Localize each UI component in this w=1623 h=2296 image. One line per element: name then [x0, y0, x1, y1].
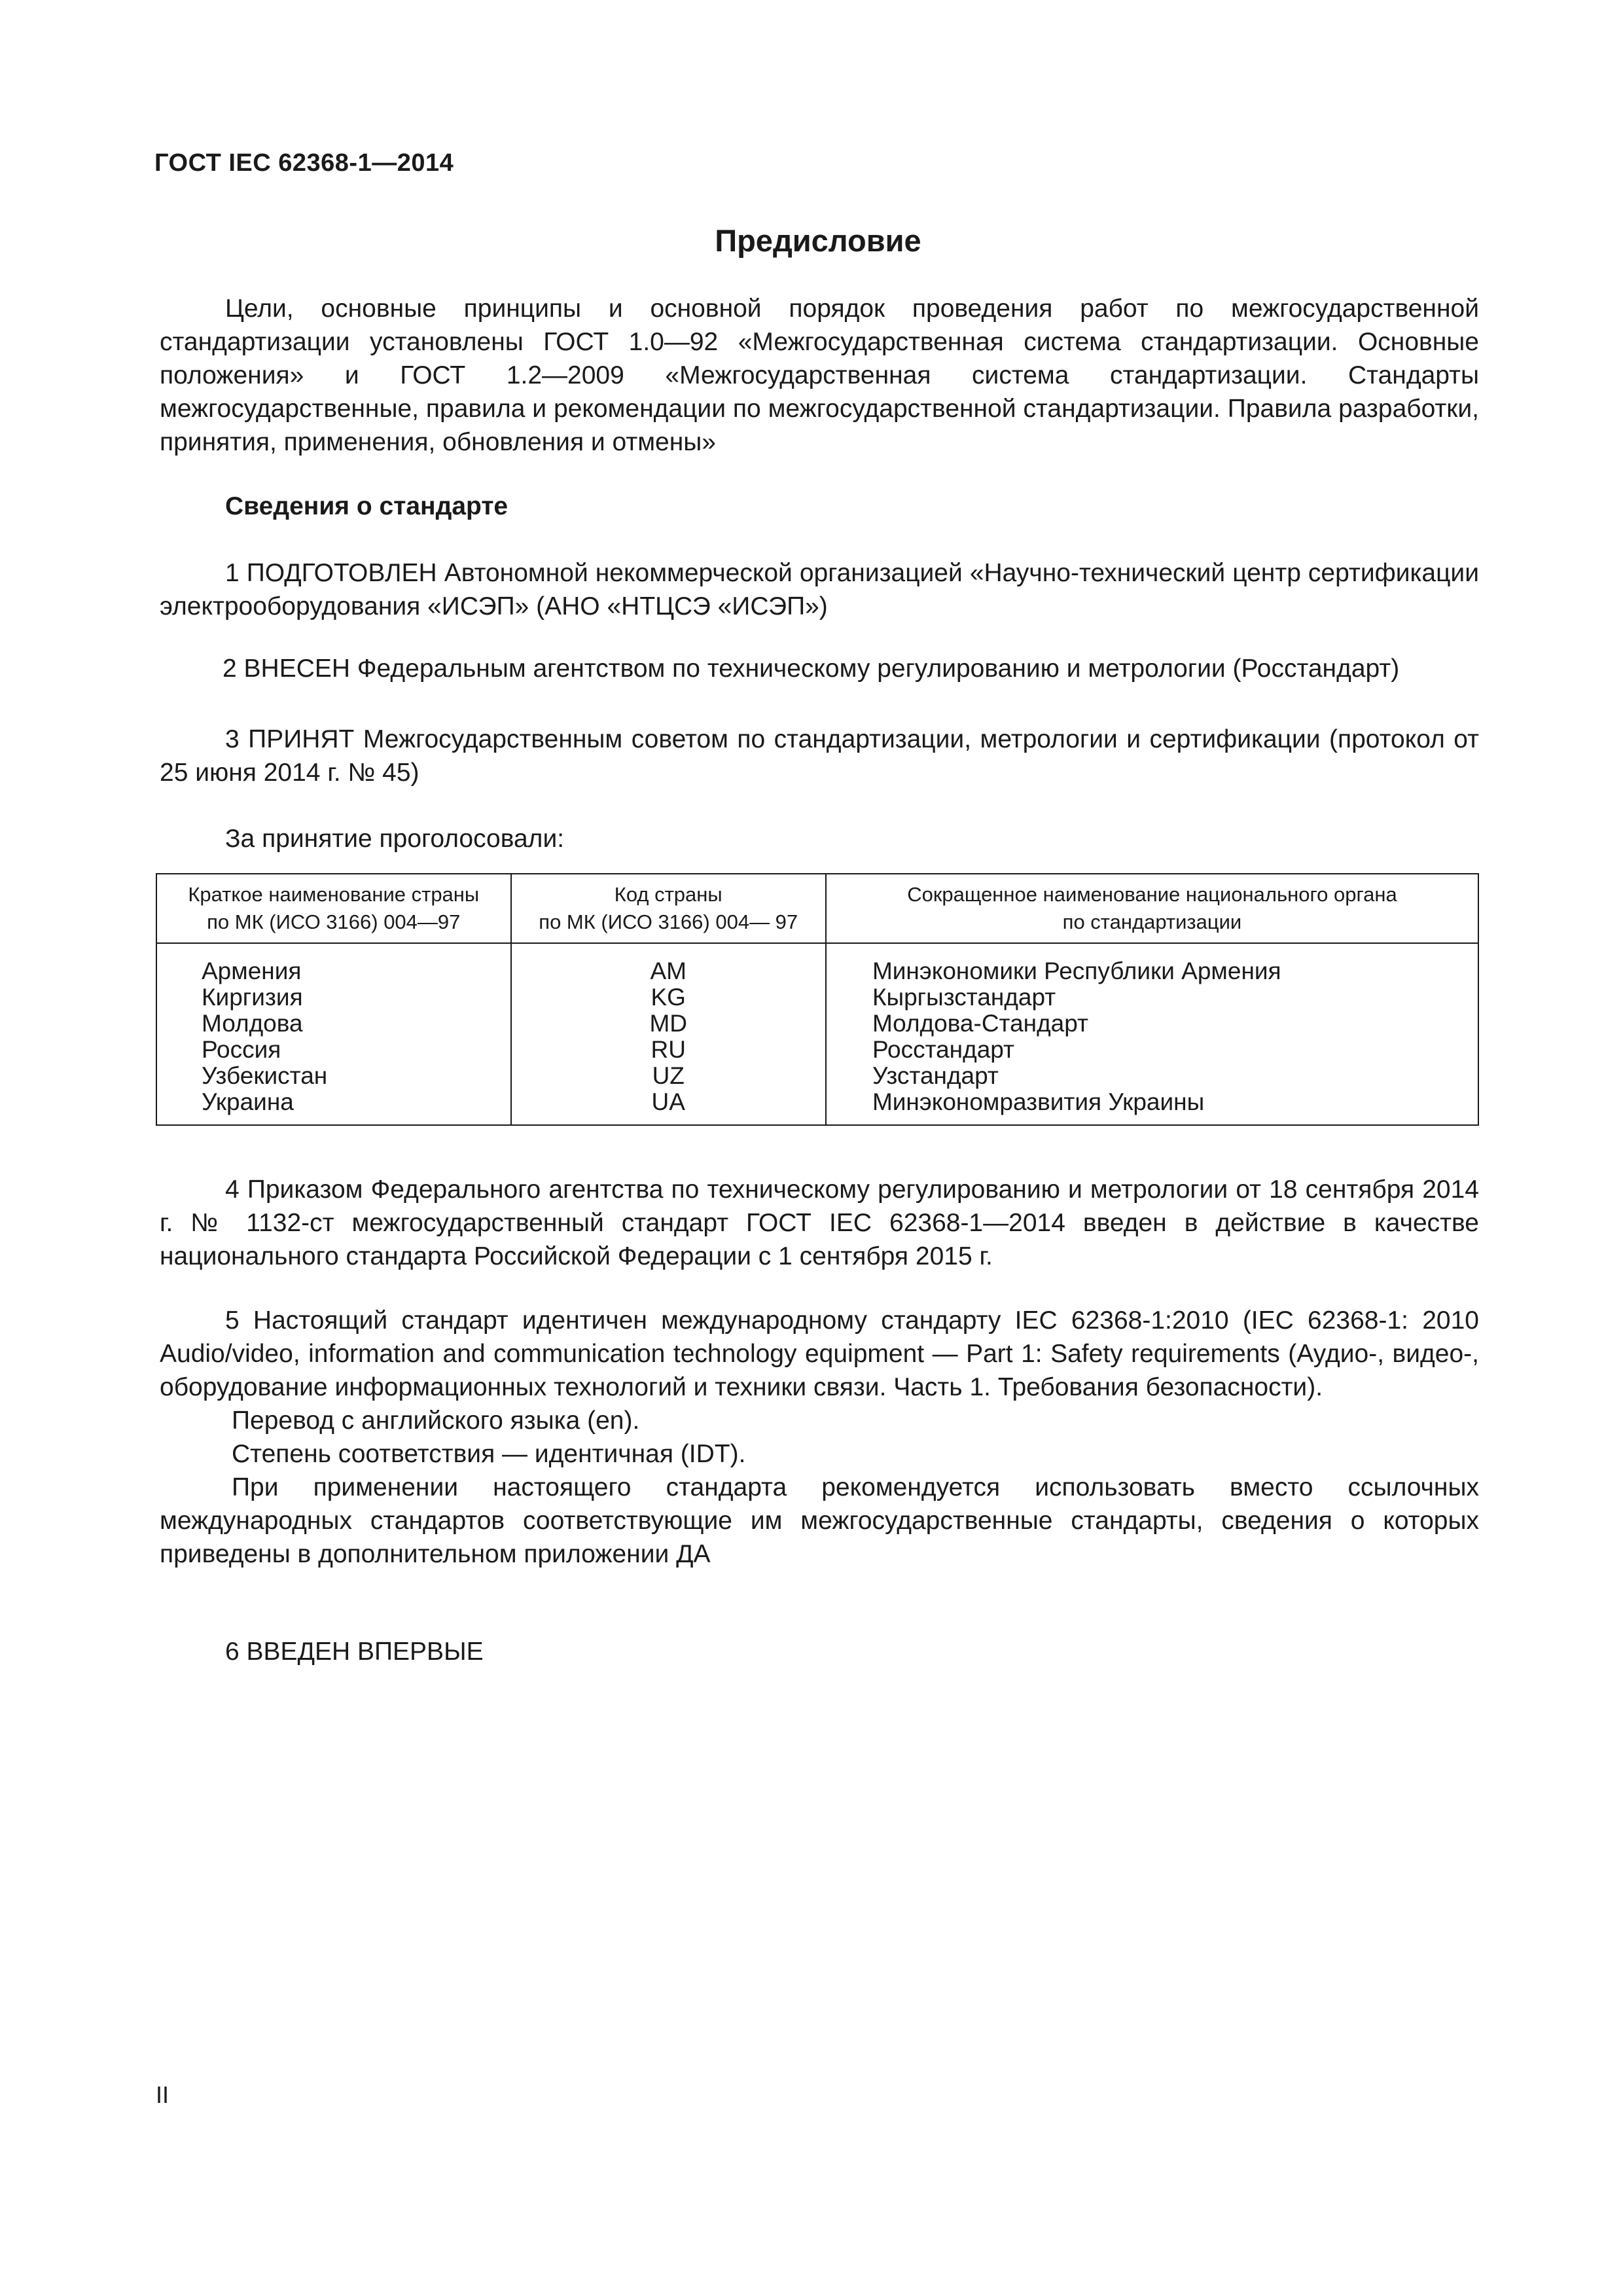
country-cell: Молдова	[202, 1010, 303, 1037]
country-cell: Узбекистан	[202, 1062, 328, 1089]
column-header-body: Сокращенное наименование национального органа по стандартизации	[826, 874, 1478, 943]
country-cell: Армения	[202, 958, 302, 984]
item-5	[160, 1304, 1479, 1571]
table-header-row	[156, 874, 1478, 943]
code-cell: UZ	[652, 1062, 685, 1089]
item-5-text: 5 Настоящий стандарт идентичен международному стандарту IEC 62368-1:2010 (IEC 62368-1: 2010 Audio/video, information and communication technology equipment — Part 1: Safety requirements (Аудио-, видео-, оборудование информационных технологий и техники связи. Часть 1. Требования безопасности).	[160, 1306, 1479, 1401]
code-cell: UA	[651, 1088, 685, 1115]
item-2	[160, 652, 1479, 685]
page-title: Предисловие	[715, 223, 921, 258]
body-column	[826, 943, 1478, 1125]
item-4	[160, 1173, 1479, 1273]
item-5-degree: Степень соответствия — идентичная (IDT).	[232, 1440, 746, 1468]
code-cell: MD	[649, 1010, 687, 1037]
body-cell: Узстандарт	[872, 1062, 999, 1089]
item-6: 6 ВВЕДЕН ВПЕРВЫЕ	[225, 1638, 484, 1666]
body-cell: Минэкономики Республики Армения	[872, 958, 1281, 984]
country-column	[156, 943, 511, 1125]
code-cell: KG	[651, 984, 686, 1011]
item-5-note: При применении настоящего стандарта рекомендуется использовать вместо ссылочных международных стандартов соответствующие им межгосударственные стандарты, сведения о которых приведены в дополнительном приложении ДА	[160, 1473, 1479, 1568]
country-cell: Россия	[202, 1036, 281, 1063]
body-cell: Минэкономразвития Украины	[872, 1088, 1205, 1115]
body-cell: Молдова-Стандарт	[872, 1010, 1088, 1037]
item-2-text: 2 ВНЕСЕН Федеральным агентством по техническому регулированию и метрологии (Росстандарт)	[223, 655, 1400, 683]
code-column	[511, 943, 826, 1125]
info-heading: Сведения о стандарте	[225, 492, 508, 520]
voting-table	[156, 873, 1479, 1126]
item-5-language: Перевод с английского языка (en).	[232, 1407, 640, 1435]
column-header-code: Код страны по МК (ИСО 3166) 004— 97	[511, 874, 826, 943]
intro-text: Цели, основные принципы и основной порядок проведения работ по межгосударственной стандартизации установлены ГОСТ 1.0—92 «Межгосударственная система стандартизации. Основные положения» и ГОСТ 1.2—2009 «Межгосударственная система стандартизации. Стандарты межгосударственные, правила и рекомендации по межгосударственной стандартизации. Правила разработки, принятия, применения, обновления и отмены»	[160, 295, 1479, 456]
code-cell: AM	[650, 958, 687, 984]
item-3-text: 3 ПРИНЯТ Межгосударственным советом по стандартизации, метрологии и сертификации (протокол от 25 июня 2014 г. № 45)	[160, 725, 1479, 787]
table-body-row	[156, 943, 1478, 1125]
item-1	[160, 556, 1479, 623]
country-cell: Украина	[202, 1088, 294, 1115]
code-cell: RU	[651, 1036, 686, 1063]
intro-paragraph	[160, 292, 1479, 459]
column-header-country: Краткое наименование страны по МК (ИСО 3166) 004—97	[156, 874, 511, 943]
body-cell: Росстандарт	[872, 1036, 1014, 1063]
body-cell: Кыргызстандарт	[872, 984, 1056, 1011]
document-code: ГОСТ IEC 62368-1—2014	[154, 149, 454, 177]
item-4-text: 4 Приказом Федерального агентства по техническому регулированию и метрологии от 18 сентября 2014 г. № 1132-ст межгосударственный стандарт ГОСТ IEC 62368-1—2014 введен в действие в качестве национального стандарта Российской Федерации с 1 сентября 2015 г.	[160, 1175, 1479, 1270]
item-3	[160, 723, 1479, 789]
voted-label: За принятие проголосовали:	[225, 825, 565, 853]
country-cell: Киргизия	[202, 984, 303, 1011]
item-1-text: 1 ПОДГОТОВЛЕН Автономной некоммерческой организацией «Научно-технический центр сертификации электрооборудования «ИСЭП» (АНО «НТЦСЭ «ИСЭП»)	[160, 559, 1479, 620]
page-number: II	[156, 2081, 169, 2108]
